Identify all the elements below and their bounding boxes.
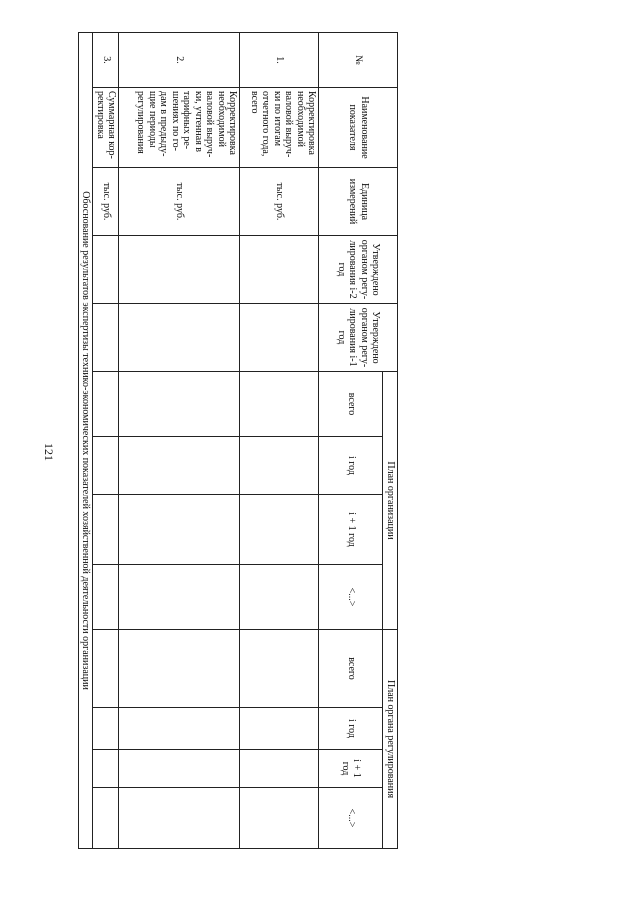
row-number: 1. [240, 33, 319, 88]
correction-table [78, 32, 398, 849]
subheader-reg-total: всего [319, 630, 383, 708]
table-row [93, 33, 119, 849]
row-unit: тыс. руб. [119, 168, 240, 236]
footer-text: Обоснование результатов экспертизы технико-экономических показателей хозяйственной деятельности организации [79, 33, 94, 849]
table-row [240, 33, 319, 849]
header-row [383, 33, 398, 849]
subheader-reg-more: <...> [319, 788, 383, 849]
subheader-org-total: всего [319, 372, 383, 437]
header-plan-regulator: План органа регулирования [383, 630, 398, 849]
table-row [119, 33, 240, 849]
header-unit: Единица измерений [319, 168, 398, 236]
header-approved-i2: Утверждено органом регу-лирования i-2 год [319, 236, 398, 304]
document-sheet [80, 32, 398, 848]
row-name: Корректировка необходимой валовой выруч-ки, учтенная в тарифных ре-шениях по го-дам в предыду-щие периоды регулирования [119, 88, 240, 168]
footer-row [79, 33, 94, 849]
row-unit: тыс. руб. [93, 168, 119, 236]
header-name: Наименование показателя [319, 88, 398, 168]
header-plan-organization: План организации [383, 372, 398, 630]
row-name: Суммарная кор-ректировка [93, 88, 119, 168]
subheader-org-year-i1: i + 1 год [319, 495, 383, 565]
subheader-org-more: <...> [319, 565, 383, 630]
header-number: № [319, 33, 398, 88]
row-unit: тыс. руб. [240, 168, 319, 236]
subheader-reg-year-i1: i + 1 год [319, 750, 383, 788]
subheader-reg-year-i: i год [319, 708, 383, 750]
header-approved-i1: Утверждено органом регу-лирования i-1 год [319, 304, 398, 372]
row-number: 3. [93, 33, 119, 88]
subheader-org-year-i: i год [319, 437, 383, 495]
row-number: 2. [119, 33, 240, 88]
row-name: Корректировка необходимой валовой выруч-ки по итогам отчетного года, всего [240, 88, 319, 168]
page-number: 121 [42, 443, 56, 461]
